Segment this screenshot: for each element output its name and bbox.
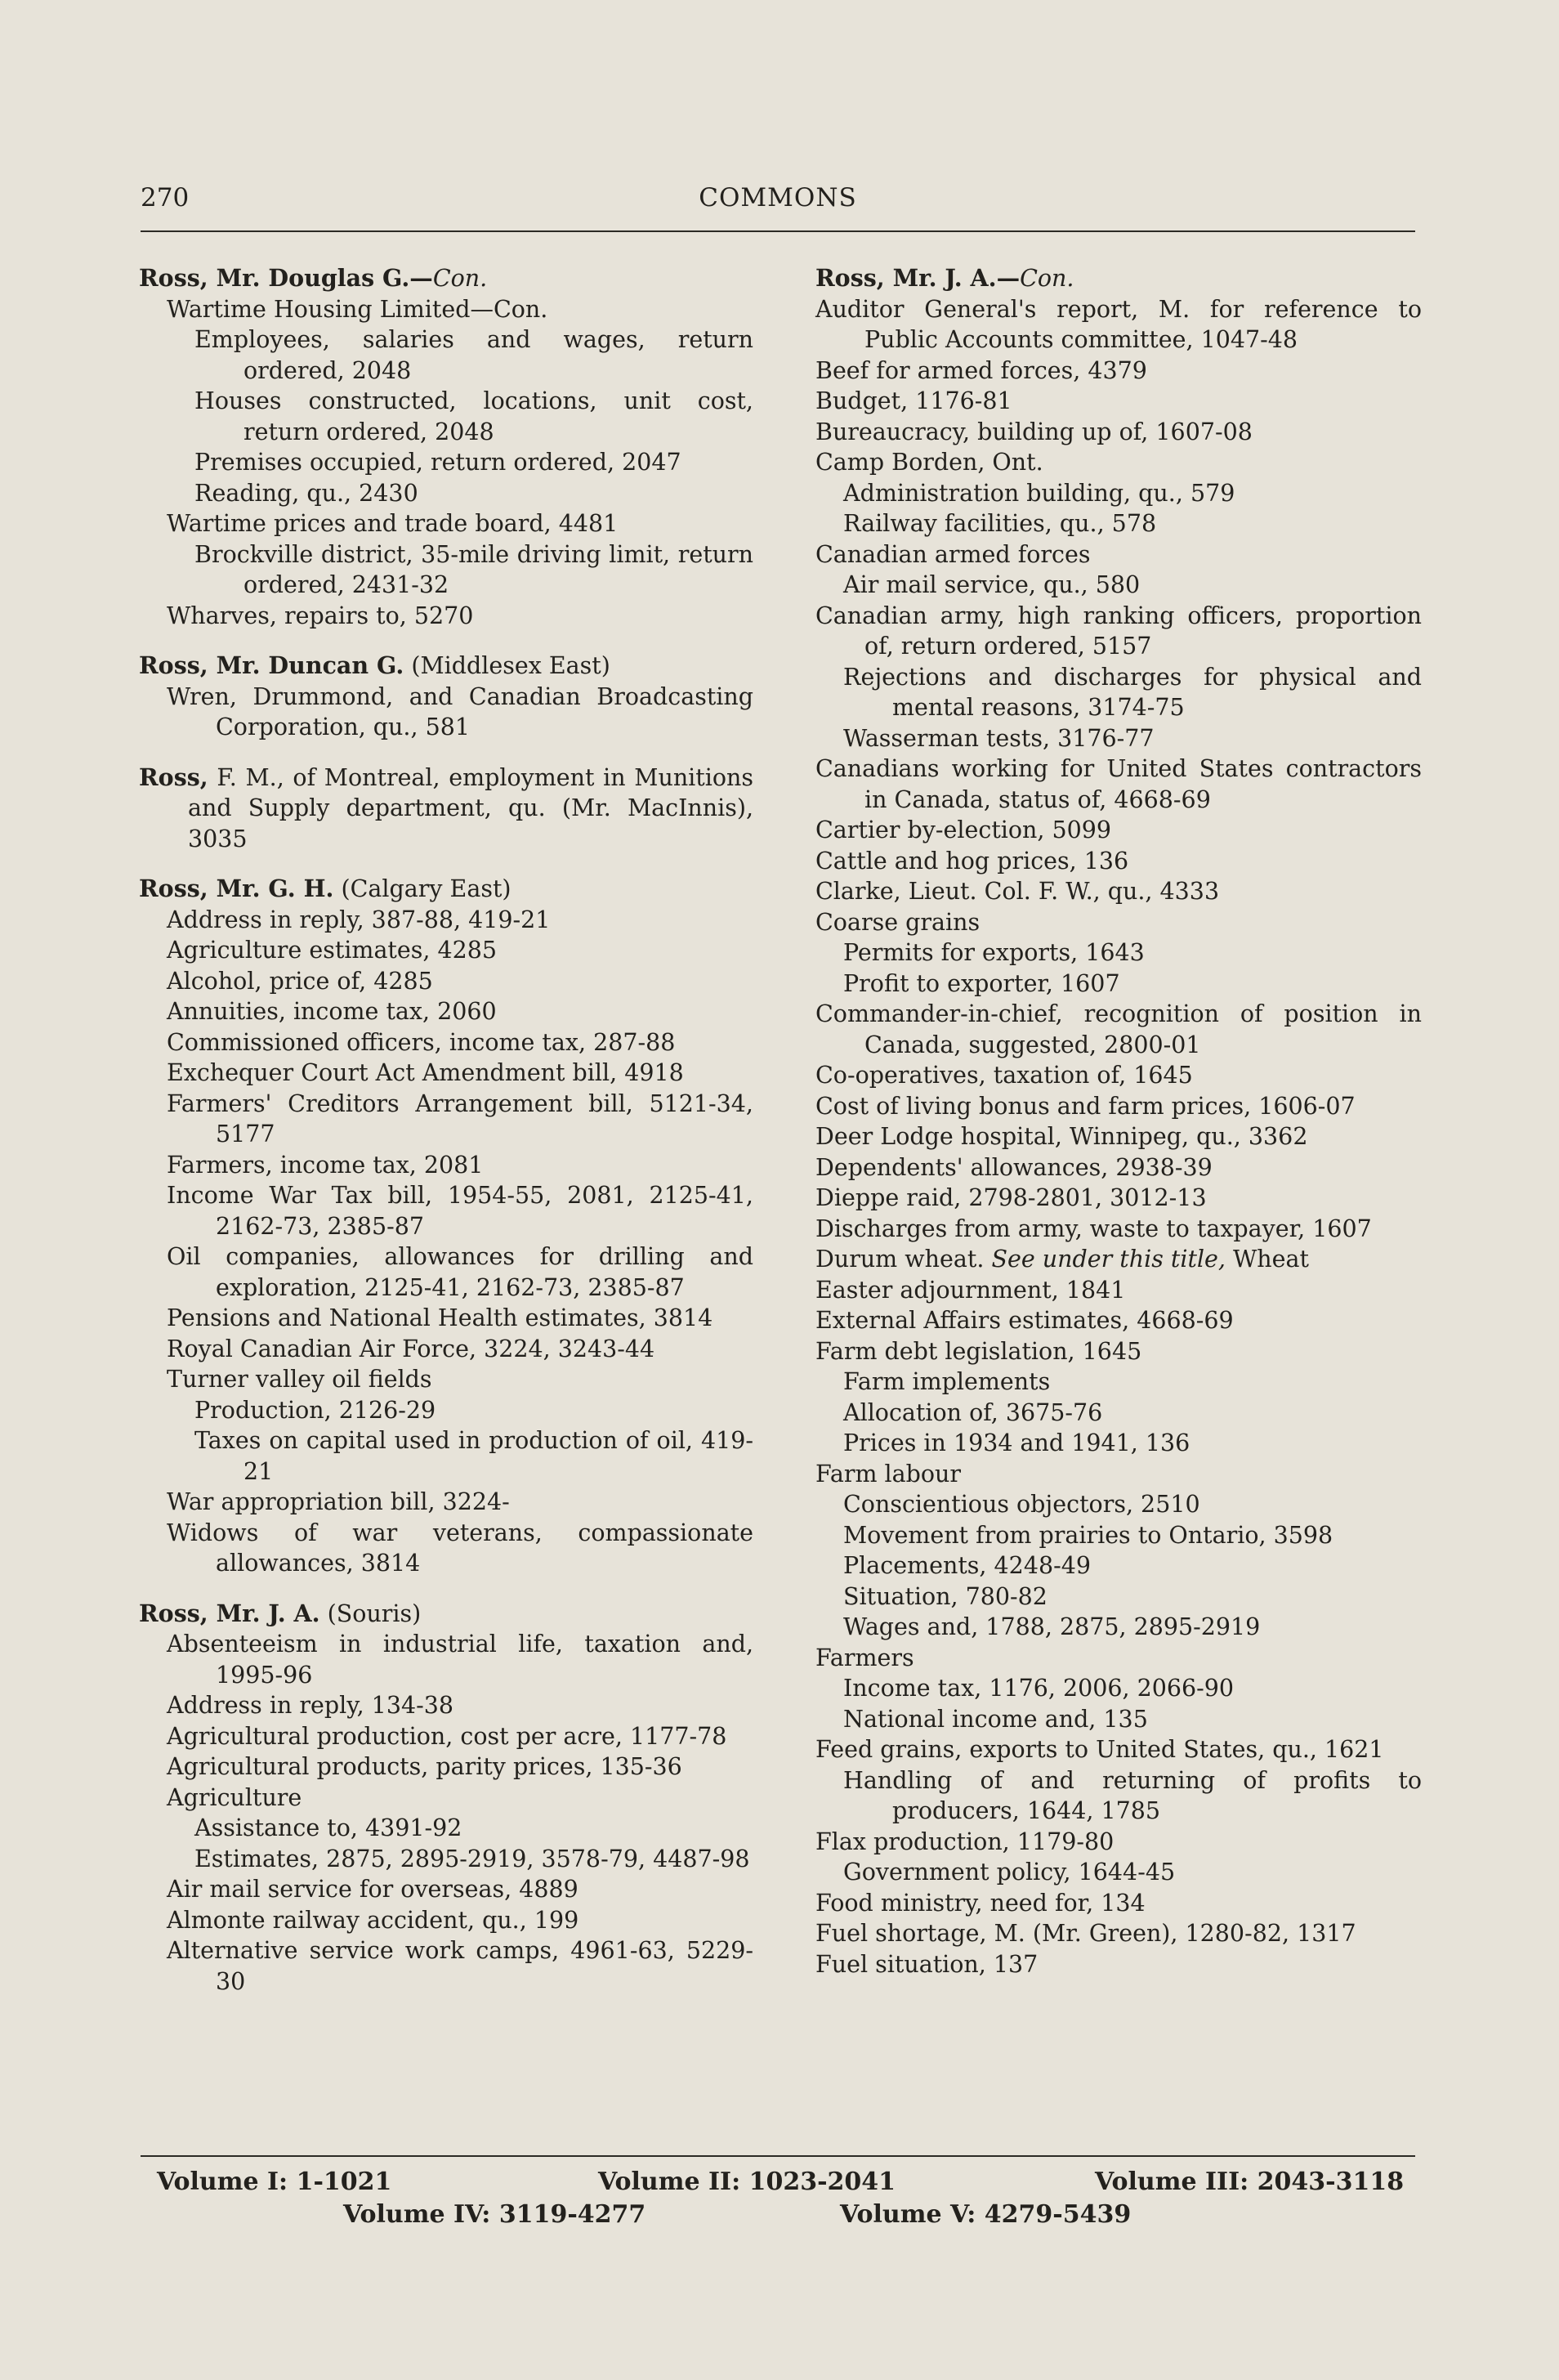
- index-subentry: [815, 1643, 1422, 1674]
- index-subentry: [139, 601, 753, 632]
- index-subentry: [139, 447, 753, 478]
- subentry-text: Annuities, income tax, 2060: [167, 998, 497, 1025]
- index-subentry: [815, 1244, 1422, 1275]
- subentry-text: Agriculture: [167, 1783, 302, 1811]
- subentry-text: Dependents' allowances, 2938-39: [815, 1153, 1213, 1181]
- index-subentry: [815, 999, 1422, 1060]
- subentry-text: Air mail service, qu., 580: [843, 571, 1141, 598]
- subentry-text: Easter adjournment, 1841: [815, 1276, 1126, 1304]
- index-subentry: [815, 508, 1422, 539]
- subentry-text: Food ministry, need for, 134: [815, 1889, 1146, 1917]
- volume-2-range: Volume II: 1023-2041: [598, 2168, 896, 2196]
- index-subentry: [139, 1783, 753, 1814]
- subentry-text: Premises occupied, return ordered, 2047: [194, 449, 681, 476]
- index-subentry: [815, 1520, 1422, 1551]
- subentry-text: Situation, 780-82: [843, 1582, 1048, 1610]
- heading-name: Ross, Mr. J. A.—: [815, 264, 1021, 292]
- running-head: COMMONS: [699, 183, 857, 212]
- subentry-text: Farm debt legislation, 1645: [815, 1337, 1142, 1365]
- subentry-text: Commissioned officers, income tax, 287-88: [167, 1028, 676, 1056]
- subentry-text: Farmers' Creditors Arrangement bill, 5121-34, 5177: [167, 1089, 753, 1148]
- index-subentry: [815, 539, 1422, 570]
- subentry-text: Co-operatives, taxation of, 1645: [815, 1062, 1193, 1089]
- subentry-text: Alcohol, price of, 4285: [167, 967, 433, 995]
- index-subentry: [815, 1857, 1422, 1888]
- subentry-text: Income tax, 1176, 2006, 2066-90: [843, 1675, 1235, 1702]
- subentry-text: Durum wheat.: [815, 1246, 992, 1273]
- subentry-text: Handling of and returning of profits to producers, 1644, 1785: [843, 1766, 1422, 1824]
- subentry-text: Houses constructed, locations, unit cost, return ordered, 2048: [194, 387, 753, 445]
- subentry-text: Absenteeism in industrial life, taxation and, 1995-96: [167, 1631, 753, 1689]
- subentry-text: Wren, Drummond, and Canadian Broadcasting Corporation, qu., 581: [167, 682, 753, 740]
- index-subentry: [815, 1183, 1422, 1214]
- subentry-text: Commander-in-chief, recognition of position in Canada, suggested, 2800-01: [815, 1000, 1422, 1058]
- left-column: [139, 263, 753, 1997]
- index-subentry: [815, 1765, 1422, 1827]
- subentry-text: Assistance to, 4391-92: [194, 1814, 462, 1841]
- index-subentry: [815, 356, 1422, 387]
- subentry-text: Dieppe raid, 2798-2801, 3012-13: [815, 1184, 1207, 1211]
- subentry-text: Coarse grains: [815, 908, 981, 936]
- subentry-text: External Affairs estimates, 4668-69: [815, 1307, 1234, 1334]
- volume-footer: [141, 2168, 1415, 2233]
- heading-name: Ross, Mr. G. H.: [139, 875, 334, 902]
- subentry-text: Widows of war veterans, compassionate allowances, 3814: [167, 1519, 753, 1577]
- index-subentry: [815, 1152, 1422, 1183]
- subentry-text: Cost of living bonus and farm prices, 1606-07: [815, 1092, 1356, 1120]
- subentry-text: Farmers, income tax, 2081: [167, 1151, 484, 1179]
- subentry-text: Canadian armed forces: [815, 540, 1091, 568]
- subentry-text: War appropriation bill, 3224-: [167, 1488, 510, 1515]
- index-subentry: [139, 1487, 753, 1518]
- index-subentry: [815, 969, 1422, 1000]
- heading-name: Ross, Mr. Douglas G.—: [139, 264, 433, 292]
- index-subentry: [815, 601, 1422, 662]
- subentry-text: Government policy, 1644-45: [843, 1859, 1176, 1886]
- index-subentry: [815, 1918, 1422, 1949]
- index-subentry: [139, 294, 753, 325]
- subentry-text: Fuel situation, 137: [815, 1950, 1039, 1978]
- index-subentry: [815, 386, 1422, 417]
- volume-5-range: Volume V: 4279-5439: [840, 2200, 1132, 2229]
- index-subentry: [139, 1364, 753, 1395]
- index-heading: [815, 263, 1422, 294]
- subentry-text: Deer Lodge hospital, Winnipeg, qu., 3362: [815, 1123, 1308, 1150]
- index-subentry: [815, 1888, 1422, 1919]
- subentry-text: Agricultural products, parity prices, 135-36: [167, 1753, 682, 1780]
- footer-rule: [141, 2155, 1415, 2157]
- index-heading: [139, 874, 753, 905]
- index-subentry: [139, 935, 753, 966]
- subentry-text: Movement from prairies to Ontario, 3598: [843, 1521, 1333, 1549]
- index-subentry: [139, 1629, 753, 1690]
- index-subentry: [815, 478, 1422, 509]
- subentry-text: Fuel shortage, M. (Mr. Green), 1280-82, 1317: [815, 1920, 1356, 1947]
- heading-name: Ross, Mr. J. A.: [139, 1599, 320, 1627]
- subentry-text: Wages and, 1788, 2875, 2895-2919: [843, 1613, 1261, 1640]
- subentry-text: Budget, 1176-81: [815, 387, 1012, 414]
- index-subentry: [139, 1089, 753, 1150]
- subentry-text: Reading, qu., 2430: [194, 479, 418, 507]
- subentry-text: Agriculture estimates, 4285: [167, 937, 498, 964]
- index-subentry: [815, 294, 1422, 356]
- index-subentry: [139, 1690, 753, 1721]
- subentry-text: Profit to exporter, 1607: [843, 969, 1120, 997]
- index-subentry: [815, 417, 1422, 448]
- subentry-text: Farm labour: [815, 1460, 962, 1488]
- subentry-text: Air mail service for overseas, 4889: [167, 1876, 578, 1903]
- index-subentry: [139, 1027, 753, 1058]
- subentry-text: Beef for armed forces, 4379: [815, 356, 1147, 384]
- index-subentry: [139, 1334, 753, 1365]
- subentry-text: Wasserman tests, 3176-77: [843, 724, 1155, 752]
- heading-name: Ross, Mr. Duncan G.: [139, 651, 404, 679]
- subentry-text: Address in reply, 134-38: [167, 1692, 453, 1719]
- heading-detail: (Souris): [319, 1599, 422, 1627]
- subentry-text: National income and, 135: [843, 1705, 1148, 1733]
- index-heading: [139, 763, 753, 855]
- index-subentry: [139, 1425, 753, 1487]
- index-subentry: [139, 1150, 753, 1181]
- index-heading: [139, 651, 753, 682]
- index-subentry: [815, 1367, 1422, 1398]
- see-target: Wheat: [1225, 1246, 1309, 1273]
- subentry-text: Discharges from army, waste to taxpayer, 1607: [815, 1215, 1372, 1242]
- subentry-text: Almonte railway accident, qu., 199: [167, 1906, 579, 1934]
- subentry-text: Farmers: [815, 1644, 914, 1671]
- subentry-text: Administration building, qu., 579: [843, 479, 1235, 507]
- index-subentry: [815, 1827, 1422, 1858]
- index-subentry: [139, 1751, 753, 1783]
- subentry-text: Allocation of, 3675-76: [843, 1398, 1103, 1426]
- index-subentry: [815, 1581, 1422, 1613]
- subentry-text: Permits for exports, 1643: [843, 939, 1145, 966]
- index-subentry: [815, 815, 1422, 846]
- see-reference: See under this title,: [991, 1246, 1226, 1273]
- index-heading: [139, 1599, 753, 1630]
- subentry-text: Production, 2126-29: [194, 1396, 436, 1424]
- index-subentry: [139, 478, 753, 509]
- subentry-text: Alternative service work camps, 4961-63, 5229-30: [167, 1937, 753, 1995]
- index-subentry: [815, 1214, 1422, 1245]
- subentry-text: Farm implements: [843, 1368, 1051, 1395]
- index-subentry: [815, 1734, 1422, 1765]
- subentry-text: Oil companies, allowances for drilling and exploration, 2125-41, 2162-73, 2385-87: [167, 1243, 753, 1301]
- index-subentry: [815, 1121, 1422, 1152]
- index-subentry: [815, 1091, 1422, 1122]
- index-subentry: [139, 1874, 753, 1905]
- index-subentry: [815, 1275, 1422, 1306]
- subentry-text: Bureaucracy, building up of, 1607-08: [815, 418, 1253, 445]
- index-subentry: [139, 1518, 753, 1579]
- index-subentry: [815, 1459, 1422, 1490]
- index-subentry: [139, 1935, 753, 1997]
- heading-continued: Con.: [432, 265, 488, 292]
- heading-name: Ross,: [139, 763, 208, 791]
- index-subentry: [139, 1241, 753, 1303]
- index-subentry: [139, 1721, 753, 1752]
- index-subentry: [139, 682, 753, 743]
- subentry-text: Wharves, repairs to, 5270: [167, 602, 474, 629]
- subentry-text: Auditor General's report, M. for reference to Public Accounts committee, 1047-48: [815, 295, 1422, 353]
- index-subentry: [139, 1180, 753, 1241]
- index-subentry: [139, 966, 753, 997]
- subentry-text: Prices in 1934 and 1941, 136: [843, 1429, 1190, 1456]
- index-subentry: [139, 905, 753, 936]
- index-subentry: [815, 1673, 1422, 1704]
- subentry-text: Agricultural production, cost per acre, 1177-78: [167, 1722, 727, 1750]
- subentry-text: Camp Borden, Ont.: [815, 449, 1043, 476]
- index-subentry: [815, 1489, 1422, 1520]
- subentry-text: Placements, 4248-49: [843, 1552, 1091, 1579]
- index-subentry: [815, 570, 1422, 601]
- page-number: 270: [141, 183, 190, 212]
- subentry-text: Wartime prices and trade board, 4481: [167, 510, 619, 537]
- index-subentry: [139, 508, 753, 539]
- index-subentry: [815, 754, 1422, 815]
- subentry-text: Turner valley oil fields: [167, 1366, 432, 1393]
- index-subentry: [139, 1813, 753, 1844]
- index-subentry: [815, 1305, 1422, 1336]
- subentry-text: Cartier by-election, 5099: [815, 816, 1112, 843]
- index-subentry: [139, 1058, 753, 1089]
- volume-4-range: Volume IV: 3119-4277: [343, 2200, 646, 2229]
- index-subentry: [815, 447, 1422, 478]
- index-subentry: [815, 1949, 1422, 1980]
- subentry-text: Pensions and National Health estimates, 3814: [167, 1304, 713, 1331]
- subentry-text: Wartime Housing Limited—Con.: [167, 295, 548, 323]
- subentry-text: Brockville district, 35-mile driving limit, return ordered, 2431-32: [194, 540, 753, 598]
- index-subentry: [815, 876, 1422, 907]
- heading-detail: (Calgary East): [333, 875, 511, 902]
- index-subentry: [139, 1844, 753, 1875]
- subentry-text: Exchequer Court Act Amendment bill, 4918: [167, 1059, 684, 1086]
- index-subentry: [139, 386, 753, 447]
- index-subentry: [815, 1704, 1422, 1735]
- subentry-text: Employees, salaries and wages, return ordered, 2048: [194, 326, 753, 384]
- index-subentry: [139, 1303, 753, 1334]
- index-subentry: [815, 1550, 1422, 1581]
- volume-1-range: Volume I: 1-1021: [157, 2168, 392, 2196]
- subentry-text: Feed grains, exports to United States, qu., 1621: [815, 1736, 1384, 1763]
- heading-detail: (Middlesex East): [404, 652, 610, 679]
- index-subentry: [815, 1612, 1422, 1643]
- volume-3-range: Volume III: 2043-3118: [1095, 2168, 1405, 2196]
- index-subentry: [815, 1336, 1422, 1367]
- subentry-text: Canadian army, high ranking officers, proportion of, return ordered, 5157: [815, 602, 1422, 660]
- index-subentry: [815, 723, 1422, 754]
- index-subentry: [815, 937, 1422, 969]
- subentry-text: Income War Tax bill, 1954-55, 2081, 2125-41, 2162-73, 2385-87: [167, 1182, 753, 1240]
- index-subentry: [139, 1905, 753, 1936]
- index-heading: [139, 263, 753, 294]
- index-subentry: [815, 1060, 1422, 1091]
- right-column: [815, 263, 1422, 1980]
- index-subentry: [815, 1398, 1422, 1429]
- subentry-text: Estimates, 2875, 2895-2919, 3578-79, 4487-98: [194, 1845, 750, 1872]
- index-subentry: [139, 1395, 753, 1426]
- index-subentry: [815, 907, 1422, 938]
- subentry-text: Address in reply, 387-88, 419-21: [167, 906, 551, 933]
- index-subentry: [815, 1428, 1422, 1459]
- heading-continued: Con.: [1020, 265, 1074, 292]
- heading-detail: F. M., of Montreal, employment in Munitions and Supply department, qu. (Mr. MacInnis), 3035: [188, 763, 753, 852]
- subentry-text: Clarke, Lieut. Col. F. W., qu., 4333: [815, 878, 1220, 905]
- subentry-text: Canadians working for United States contractors in Canada, status of, 4668-69: [815, 755, 1422, 813]
- subentry-text: Taxes on capital used in production of oil, 419-21: [194, 1427, 753, 1485]
- index-subentry: [139, 996, 753, 1027]
- index-subentry: [815, 846, 1422, 877]
- subentry-text: Rejections and discharges for physical and mental reasons, 3174-75: [843, 663, 1422, 721]
- index-subentry: [139, 324, 753, 386]
- page-header: [141, 183, 1415, 229]
- subentry-text: Flax production, 1179-80: [815, 1828, 1115, 1855]
- subentry-text: Conscientious objectors, 2510: [843, 1491, 1200, 1518]
- subentry-text: Cattle and hog prices, 136: [815, 847, 1129, 875]
- subentry-text: Royal Canadian Air Force, 3224, 3243-44: [167, 1335, 655, 1362]
- index-subentry: [139, 539, 753, 601]
- header-rule: [141, 230, 1415, 232]
- index-subentry: [815, 662, 1422, 723]
- subentry-text: Railway facilities, qu., 578: [843, 510, 1157, 537]
